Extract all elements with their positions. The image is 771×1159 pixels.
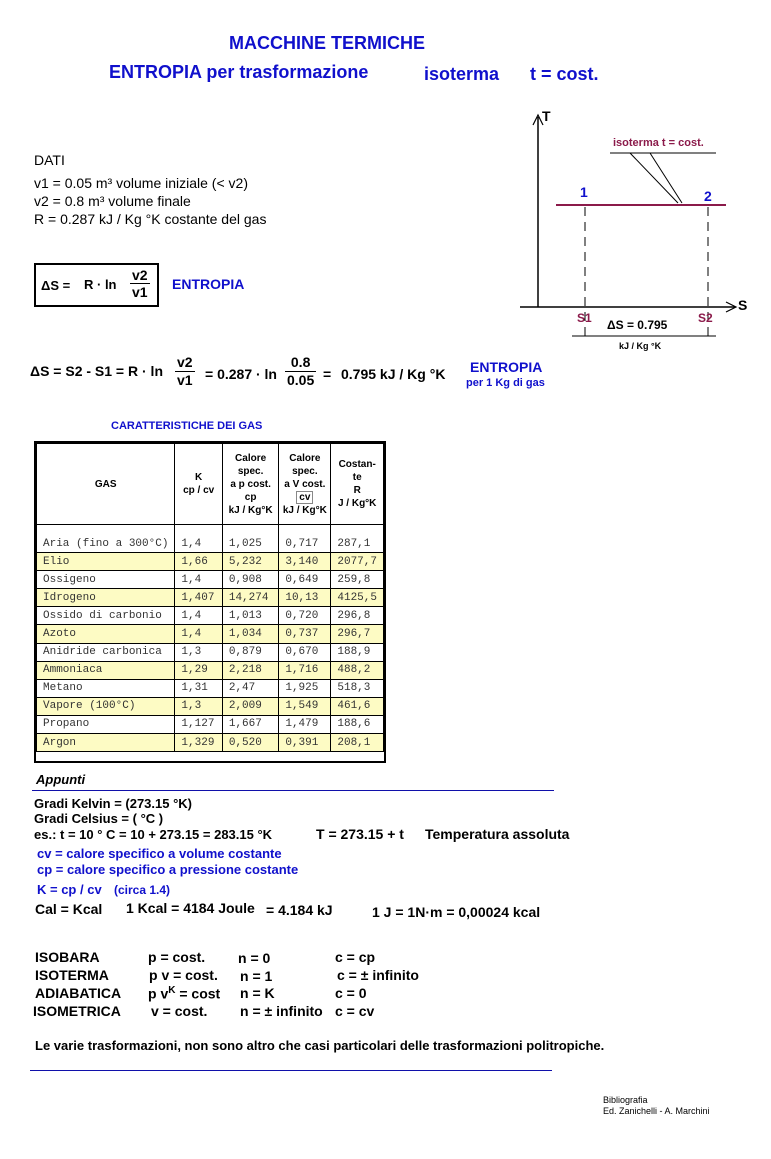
cell-r: 296,7 xyxy=(331,625,384,643)
dati-v1: v1 = 0.05 m³ volume iniziale (< v2) xyxy=(34,175,248,191)
cell-r: 296,8 xyxy=(331,607,384,625)
axis-t-label: T xyxy=(542,108,551,124)
header-cv xyxy=(279,444,331,525)
cell-r: 518,3 xyxy=(331,679,384,697)
header-gas xyxy=(37,444,175,525)
cell-cv: 0,391 xyxy=(279,734,331,752)
cell-gas: Ossido di carbonio xyxy=(37,607,175,625)
cell-cv: 0,649 xyxy=(279,571,331,589)
calc-den-1: v1 xyxy=(177,372,193,388)
appunti-kj: = 4.184 kJ xyxy=(266,902,333,918)
header-cp-line2: spec. xyxy=(237,465,264,477)
table-row xyxy=(37,734,384,752)
cell-k: 1,4 xyxy=(175,625,222,643)
header-r-line2: te xyxy=(352,472,362,483)
appunti-abs-label: Temperatura assoluta xyxy=(425,826,570,842)
gas-table-body xyxy=(37,525,384,752)
gas-table xyxy=(36,443,384,752)
cell-k: 1,31 xyxy=(175,679,222,697)
header-r-line3: R xyxy=(353,485,361,496)
adiabatica-n: n = K xyxy=(240,985,275,1001)
s1-label: S1 xyxy=(577,311,592,325)
cell-k: 1,329 xyxy=(175,734,222,752)
appunti-cp: cp = calore specifico a pressione costante xyxy=(37,862,299,877)
page-subtitle-isoterma: isoterma xyxy=(424,64,500,84)
appunti-kcal: 1 Kcal = 4184 Joule xyxy=(126,900,255,916)
header-cp-line5: kJ / Kg°K xyxy=(228,504,273,516)
bibliography-heading: Bibliografia xyxy=(603,1095,648,1105)
calc-result: 0.795 kJ / Kg °K xyxy=(341,366,446,382)
cell-cv: 0,737 xyxy=(279,625,331,643)
calc-eq-1: = 0.287 · ln xyxy=(205,366,277,382)
adiabatica-eq-rhs: = cost xyxy=(179,985,221,1002)
calc-label: ENTROPIA xyxy=(470,359,543,375)
header-cv-line4: cv xyxy=(296,491,313,504)
entropy-formula-box xyxy=(34,263,159,307)
footer-divider xyxy=(30,1070,552,1071)
cell-cv: 1,716 xyxy=(279,661,331,679)
appunti-divider xyxy=(32,790,554,791)
isobara-name: ISOBARA xyxy=(35,949,100,965)
cell-gas: Propano xyxy=(37,715,175,733)
header-cv-line1: Calore xyxy=(289,452,321,464)
isobara-c: c = cp xyxy=(335,949,376,965)
point-1-label: 1 xyxy=(580,184,588,200)
table-row xyxy=(37,679,384,697)
cell-gas: Aria (fino a 300°C) xyxy=(37,525,175,553)
isometrica-name: ISOMETRICA xyxy=(33,1003,121,1019)
isobara-eq: p = cost. xyxy=(148,949,206,965)
appunti-cv: cv = calore specifico a volume costante xyxy=(37,846,282,861)
cell-cv: 0,717 xyxy=(279,525,331,553)
page-subtitle: ENTROPIA per trasformazione xyxy=(109,62,369,82)
cell-r: 461,6 xyxy=(331,697,384,715)
table-row xyxy=(37,625,384,643)
cell-cv: 1,479 xyxy=(279,715,331,733)
table-row xyxy=(37,715,384,733)
isometrica-n: n = ± infinito xyxy=(240,1003,323,1019)
page-subtitle-condition: t = cost. xyxy=(530,64,599,84)
appunti-k-note: (circa 1.4) xyxy=(114,883,171,897)
header-r-line4: J / Kg°K xyxy=(337,498,377,509)
table-row xyxy=(37,525,384,553)
cell-gas: Anidride carbonica xyxy=(37,643,175,661)
axis-s-label: S xyxy=(738,297,748,313)
table-row xyxy=(37,589,384,607)
header-cp-line4: cp xyxy=(244,491,257,503)
cell-r: 188,9 xyxy=(331,643,384,661)
cell-cp: 1,013 xyxy=(222,607,278,625)
table-row xyxy=(37,553,384,571)
cell-gas: Idrogeno xyxy=(37,589,175,607)
appunti-heading: Appunti xyxy=(36,772,86,787)
page-title: MACCHINE TERMICHE xyxy=(229,33,425,53)
cell-cp: 0,520 xyxy=(222,734,278,752)
cell-k: 1,4 xyxy=(175,525,222,553)
isobara-n: n = 0 xyxy=(238,950,271,966)
calc-num-1: v2 xyxy=(177,354,193,370)
isoterma-eq: p v = cost. xyxy=(149,967,218,983)
gas-table-frame xyxy=(34,441,386,763)
header-r xyxy=(331,444,384,525)
appunti-example: es.: t = 10 ° C = 10 + 273.15 = 283.15 °K xyxy=(34,827,273,842)
header-cv-line5: kJ / Kg°K xyxy=(282,504,327,516)
cell-cp: 5,232 xyxy=(222,553,278,571)
table-row xyxy=(37,571,384,589)
adiabatica-name: ADIABATICA xyxy=(35,985,122,1001)
cell-cv: 1,925 xyxy=(279,679,331,697)
cell-r: 2077,7 xyxy=(331,553,384,571)
cell-k: 1,29 xyxy=(175,661,222,679)
cell-gas: Ammoniaca xyxy=(37,661,175,679)
cell-k: 1,66 xyxy=(175,553,222,571)
formula-numerator: v2 xyxy=(132,267,148,283)
formula-label: ENTROPIA xyxy=(172,276,245,292)
calc-eq-2: = xyxy=(323,366,332,382)
cell-cp: 2,218 xyxy=(222,661,278,679)
cell-r: 287,1 xyxy=(331,525,384,553)
header-cp-line3: a p cost. xyxy=(230,478,271,490)
header-k xyxy=(175,444,222,525)
cell-k: 1,3 xyxy=(175,697,222,715)
cell-r: 188,6 xyxy=(331,715,384,733)
cell-cp: 0,879 xyxy=(222,643,278,661)
cell-cp: 2,47 xyxy=(222,679,278,697)
calc-den-2: 0.05 xyxy=(287,372,315,388)
cell-k: 1,127 xyxy=(175,715,222,733)
formula-fraction xyxy=(130,267,150,300)
header-k-line2: cp / cv xyxy=(183,485,215,496)
dati-v2: v2 = 0.8 m³ volume finale xyxy=(34,193,191,209)
formula-denominator: v1 xyxy=(132,284,148,300)
header-r-line1: Costan- xyxy=(338,459,376,470)
cell-cv: 0,670 xyxy=(279,643,331,661)
formula-lhs: ΔS = xyxy=(41,278,71,293)
calc-fraction-1 xyxy=(175,354,195,389)
bibliography-source: Ed. Zanichelli - A. Marchini xyxy=(603,1106,710,1116)
cell-cp: 0,908 xyxy=(222,571,278,589)
cell-k: 1,4 xyxy=(175,607,222,625)
appunti-cal: Cal = Kcal xyxy=(35,901,103,917)
calc-lhs: ΔS = S2 - S1 = R · ln xyxy=(30,363,163,379)
cell-gas: Vapore (100°C) xyxy=(37,697,175,715)
header-cp-line1: Calore xyxy=(235,452,267,464)
appunti-celsius: Gradi Celsius = ( °C ) xyxy=(34,811,164,826)
header-cv-line3: a V cost. xyxy=(284,478,326,490)
isometrica-c: c = cv xyxy=(335,1003,375,1019)
calc-sublabel: per 1 Kg di gas xyxy=(466,377,545,389)
cell-gas: Azoto xyxy=(37,625,175,643)
conclusion-text: Le varie trasformazioni, non sono altro che casi particolari delle trasformazioni politropiche. xyxy=(35,1038,605,1053)
header-cv-line2: spec. xyxy=(292,465,318,477)
header-k-line1: K xyxy=(195,472,203,483)
header-cp xyxy=(222,444,278,525)
cell-gas: Ossigeno xyxy=(37,571,175,589)
table-row xyxy=(37,661,384,679)
table-row xyxy=(37,643,384,661)
cell-k: 1,3 xyxy=(175,643,222,661)
cell-cp: 1,667 xyxy=(222,715,278,733)
delta-s-value: ΔS = 0.795 xyxy=(607,318,668,332)
appunti-joule: 1 J = 1N·m = 0,00024 kcal xyxy=(372,904,541,920)
adiabatica-eq xyxy=(148,985,220,1002)
formula-rhs: R · ln xyxy=(84,277,117,292)
cell-cv: 1,549 xyxy=(279,697,331,715)
adiabatica-eq-base: p v xyxy=(148,985,169,1002)
cell-cp: 1,025 xyxy=(222,525,278,553)
isoterma-n: n = 1 xyxy=(240,968,273,984)
calc-num-2: 0.8 xyxy=(285,354,316,372)
header-gas-text: GAS xyxy=(94,478,117,490)
isotherm-label: isoterma t = cost. xyxy=(613,137,704,149)
cell-gas: Argon xyxy=(37,734,175,752)
isometrica-eq: v = cost. xyxy=(151,1003,208,1019)
cell-r: 208,1 xyxy=(331,734,384,752)
cell-r: 488,2 xyxy=(331,661,384,679)
cell-k: 1,407 xyxy=(175,589,222,607)
cell-cv: 10,13 xyxy=(279,589,331,607)
table-row xyxy=(37,697,384,715)
cell-r: 259,8 xyxy=(331,571,384,589)
adiabatica-c: c = 0 xyxy=(335,985,367,1001)
table-row xyxy=(37,607,384,625)
table-caption: CARATTERISTICHE DEI GAS xyxy=(111,420,263,432)
appunti-abs-formula: T = 273.15 + t xyxy=(316,826,404,842)
delta-s-unit: kJ / Kg °K xyxy=(619,341,662,351)
point-2-label: 2 xyxy=(704,188,712,204)
cell-gas: Elio xyxy=(37,553,175,571)
table-header-row xyxy=(37,444,384,525)
s2-label: S2 xyxy=(698,311,713,325)
cell-r: 4125,5 xyxy=(331,589,384,607)
dati-r: R = 0.287 kJ / Kg °K costante del gas xyxy=(34,211,267,227)
isoterma-name: ISOTERMA xyxy=(35,967,109,983)
appunti-k: K = cp / cv xyxy=(37,882,102,897)
isoterma-c: c = ± infinito xyxy=(337,967,419,983)
cell-cv: 0,720 xyxy=(279,607,331,625)
appunti-kelvin: Gradi Kelvin = (273.15 °K) xyxy=(34,796,193,811)
cell-gas: Metano xyxy=(37,679,175,697)
calc-fraction-2 xyxy=(285,354,316,389)
cell-cv: 3,140 xyxy=(279,553,331,571)
cell-cp: 14,274 xyxy=(222,589,278,607)
cell-cp: 2,009 xyxy=(222,697,278,715)
dati-heading: DATI xyxy=(34,152,65,168)
cell-cp: 1,034 xyxy=(222,625,278,643)
cell-k: 1,4 xyxy=(175,571,222,589)
adiabatica-exponent: K xyxy=(168,985,176,996)
